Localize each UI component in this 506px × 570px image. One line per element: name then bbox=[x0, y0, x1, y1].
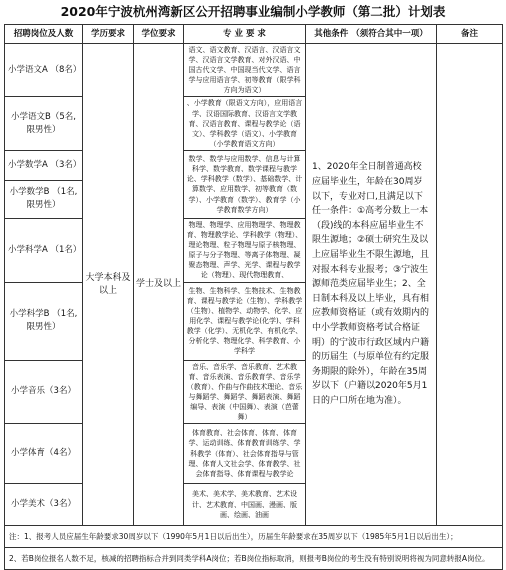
page-title: 2020年宁波杭州湾新区公开招聘事业编制小学教师（第二批）计划表 bbox=[60, 4, 446, 19]
major-cell: 物理、物理学、应用物理学、物理教育、物理教学论、学科教学（物理）、理论物理、粒子物理与原子核物理、原子与分子物理、等离子体物理、凝聚态物理、声学、光学、课程与教学论（物理）、现代物理教育、 bbox=[184, 218, 306, 282]
table-row bbox=[5, 44, 503, 97]
major-cell: 语文、语文教育、汉语言、汉语言文学、汉语言文学教育、对外汉语、中国古代文学、中国现当代文学、语言学与应用语言学、初等教育（限学科方向为语文） bbox=[184, 44, 306, 97]
note-row bbox=[5, 548, 503, 570]
note-1: 注：1、报考人员应届生年龄要求30周岁以下（1990年5月1日以后出生），历届生年龄要求在35周岁以下（1985年5月1日以后出生）； bbox=[5, 526, 503, 548]
header-major: 专 业 要 求 bbox=[184, 25, 306, 44]
degree-cell: 学士及以上 bbox=[134, 44, 184, 526]
position-cell: 小学体育（4名） bbox=[5, 424, 83, 484]
position-cell: 小学语文B（5名,限男性） bbox=[5, 97, 83, 150]
other-conditions-cell: 1、2020年全日制普通高校应届毕业生，年龄在30周岁以下，专业对口,且满足以下任一条件：①高考分数上一本（段)线的本科应届毕业生不限生源地；②硕士研究生及以上应届毕业生不限生源地，且对报本科专业报考；③宁波生源师范类应届毕业生；2、全日制本科及以上毕业，具有相应教师资格证（或有效期内的中小学教师资格考试合格证明）的宁波市行政区域内户籍的历届生（与原单位有约定服务期限的除外），年龄在35周岁以下（户籍以2020年5月1日的户口所在地为准）。 bbox=[306, 44, 437, 526]
header-degree: 学位要求 bbox=[134, 25, 184, 44]
position-cell: 小学语文A （8名） bbox=[5, 44, 83, 97]
header-other: 其他条件 （须符合其中一项） bbox=[306, 25, 437, 44]
header-education: 学历要求 bbox=[83, 25, 134, 44]
position-cell: 小学数学A （3名） bbox=[5, 150, 83, 180]
header-remark: 备注 bbox=[437, 25, 503, 44]
major-cell: 生物、生物科学、生物技术、生物教育、课程与教学论（生物）、学科教学（生物）、植物学、动物学、化学、应用化学、课程与教学论(化学)、学科教学（化学）、无机化学、有机化学、分析化学、物理化学、科学教育、小学科学 bbox=[184, 282, 306, 360]
remark-cell bbox=[437, 44, 503, 526]
recruitment-plan-table bbox=[4, 24, 503, 570]
major-cell: 数学、数学与应用数学、信息与计算科学、数学教育、数学课程与教学论、学科教学（数学）、基础数学、计算数学、应用数学、初等教育（数学）、小学教育（数学）、教育学（小学教育数学方向） bbox=[184, 150, 306, 218]
note-2: 2、若B岗位报名人数不足，核减的招聘指标合并到同类学科A岗位；若B岗位指标取消，则报考B岗位的考生没有特别说明将视为同意转报A岗位。 bbox=[5, 548, 503, 570]
position-cell: 小学科学A （1名） bbox=[5, 218, 83, 282]
major-cell: 体育教育、社会体育、体育、体育学、运动训练、体育教育训练学、学科教学（体育）、社会体育指导与管理、体育人文社会学、体育教学、社会体育指导、体育课程与教学论 bbox=[184, 424, 306, 484]
header-position: 招聘岗位及人数 bbox=[5, 25, 83, 44]
position-cell: 小学数学B （1名,限男性） bbox=[5, 180, 83, 218]
position-cell: 小学科学B （1名,限男性） bbox=[5, 282, 83, 360]
note-row bbox=[5, 526, 503, 548]
major-cell: 音乐、音乐学、音乐教育、艺术教育、音乐表演、音乐教育学、音乐学（教育）、作曲与作曲技术理论、音乐与舞蹈学、舞蹈学、舞蹈表演、舞蹈编导、表演（中国舞）、表演（芭蕾舞） bbox=[184, 360, 306, 424]
position-cell: 小学美术（3名） bbox=[5, 484, 83, 526]
header-row bbox=[5, 25, 503, 44]
major-cell: 、小学教育（限语文方向），应用语言学、汉语国际教育、汉语言文学教育、汉语言教育、课程与教学论（语文）、学科教学（语文）、小学教育（小学教育语文方向） bbox=[184, 97, 306, 150]
major-cell: 美术、美术学、美术教育、艺术设计、艺术教育、中国画、漫画、版画、绘画、油画 bbox=[184, 484, 306, 526]
education-cell: 大学本科及以上 bbox=[83, 44, 134, 526]
position-cell: 小学音乐（3名） bbox=[5, 360, 83, 424]
